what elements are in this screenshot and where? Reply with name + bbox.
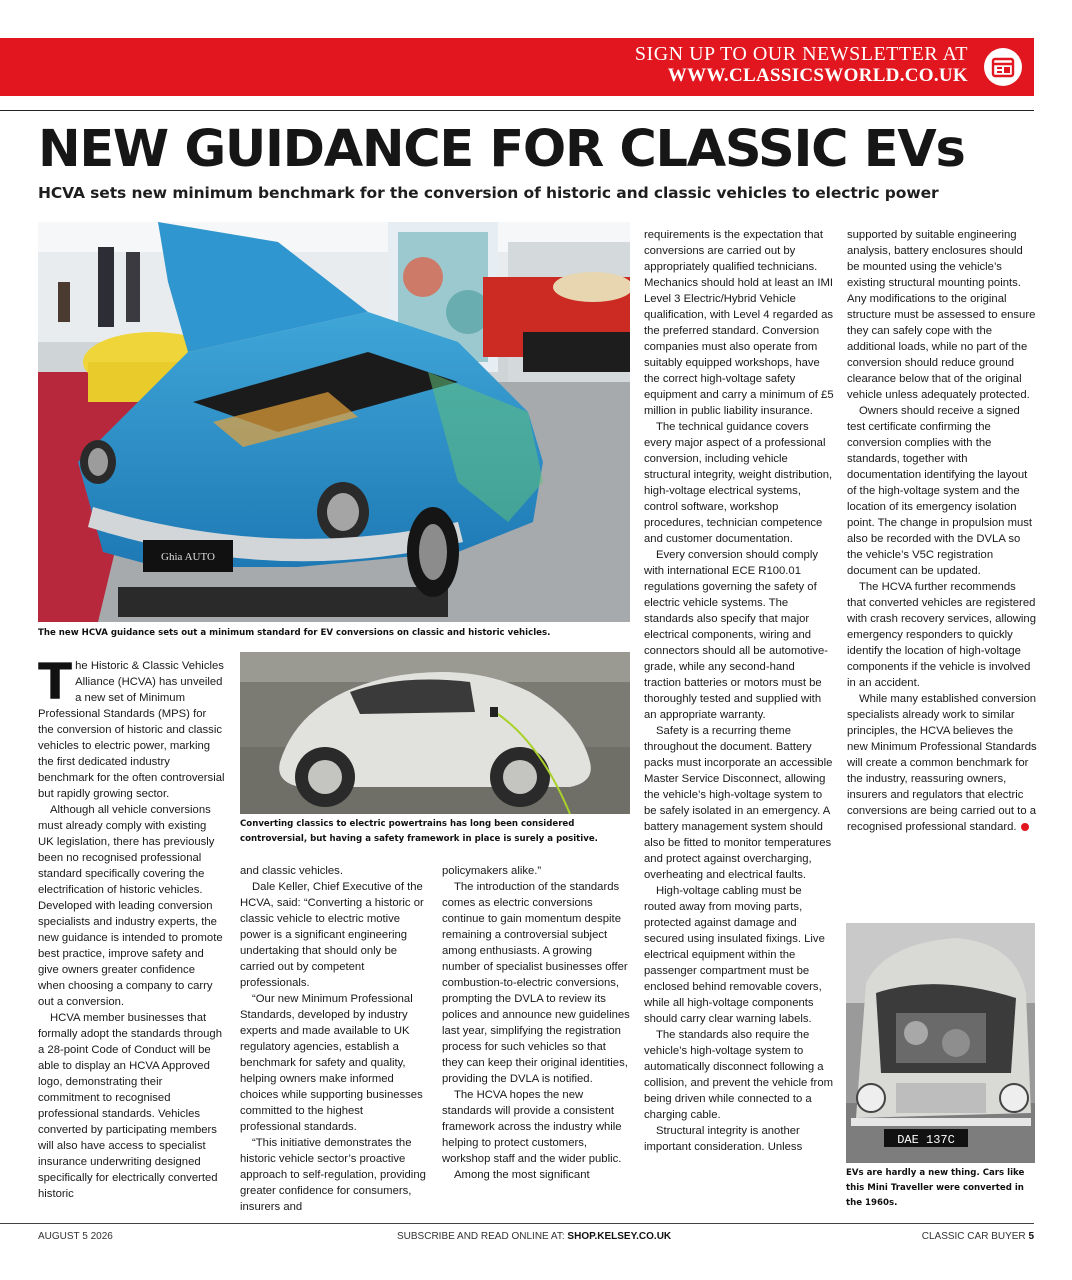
ghia-plate: Ghia AUTO [161, 551, 215, 563]
headline: NEW GUIDANCE FOR CLASSIC EVs [38, 120, 965, 179]
article-paragraph: The standards also require the vehicle’s high-voltage system to automatically disconnect following a collision, and prevent the vehicle from being driven while connected to a charging cable. [644, 1029, 834, 1121]
footer-subscribe [397, 1231, 671, 1242]
main-photo-karmann-ghia [38, 222, 630, 622]
article-paragraph: Structural integrity is another important consideration. Unless [644, 1125, 803, 1153]
footer-subscribe-label: SUBSCRIBE AND READ ONLINE AT: [397, 1231, 568, 1242]
article-paragraph: policymakers alike.” [442, 865, 542, 877]
intro-text: he Historic & Classic Vehicles Alliance (HCVA) has unveiled a new set of Minimum Professional Standards (MPS) for the conversion of historic and classic vehicles to electric power, marking the first dedicated industry benchmark for the often controversial but rapidly growing sector. [38, 660, 225, 800]
article-paragraph: Dale Keller, Chief Executive of the HCVA, said: “Converting a historic or classic vehicle to electric motive power is a significant engineering undertaking that should only be carried out by competent professionals. [240, 881, 424, 989]
footer-page-number: 5 [1028, 1231, 1034, 1242]
footer-date: AUGUST 5 2026 [38, 1231, 113, 1242]
article-column-4 [644, 227, 834, 1155]
article-column-2 [240, 863, 427, 1215]
article-paragraph [847, 691, 1037, 835]
drop-cap: T [38, 653, 73, 711]
mini-photo-caption: EVs are hardly a new thing. Cars like this Mini Traveller were converted in the 1960s. [846, 1168, 1025, 1208]
article-paragraph: Every conversion should comply with international ECE R100.01 regulations governing the safety of electric vehicle systems. The standards also specify that major electrical components, wiring and connectors should all be automotive-grade, while any second-hand traction batteries or motors must be thoroughly tested and supplied with an appropriate warranty. [644, 549, 828, 721]
article-column-3 [442, 863, 630, 1183]
article-paragraph: The HCVA hopes the new standards will provide a consistent framework across the industry while helping to protect customers, workshop staff and the wider public. [442, 1089, 622, 1165]
mini-plate: DAE 137C [897, 1133, 955, 1147]
header-rule [0, 110, 1034, 111]
article-paragraph: Owners should receive a signed test certificate confirming the conversion complies with the standards, together with documentation identifying the layout of the high-voltage system and the location of its emergency isolation point. The change in propulsion must also be recorded with the DVLA so the vehicle’s V5C registration document can be updated. [847, 405, 1033, 577]
article-paragraph: “Our new Minimum Professional Standards, developed by industry experts and made available to UK regulatory agencies, establish a benchmark for safety and quality, helping owners make informed choices while supporting businesses committed to the highest professional standards. [240, 993, 423, 1133]
article-paragraph: The technical guidance covers every major aspect of a professional conversion, including vehicle structural integrity, weight distribution, high-voltage electrical systems, control software, workshop procedures, technician competence and customer documentation. [644, 421, 833, 545]
article-paragraph: Among the most significant [454, 1169, 590, 1181]
porsche-photo-caption: Converting classics to electric powertrains has long been considered controversial, but having a safety framework in place is surely a positive. [240, 819, 598, 844]
main-photo-caption: The new HCVA guidance sets out a minimum standard for EV conversions on classic and historic vehicles. [38, 628, 551, 638]
newsletter-text [635, 44, 968, 86]
article-paragraph: Safety is a recurring theme throughout the document. Battery packs must incorporate an accessible Master Service Disconnect, allowing the vehicle’s high-voltage system to be safely isolated in an emergency. A battery management system should also be fitted to monitor temperatures and protect against overcharging, overheating and electrical faults. [644, 725, 833, 881]
footer-magazine [922, 1231, 1034, 1242]
article-paragraph: Although all vehicle conversions must already comply with existing UK legislation, there has previously been no recognised professional standard specifically covering the electrification of historic vehicles. Developed with leading conversion specialists and industry experts, the new guidance is intended to promote best practice, improve safety and give owners greater confidence when choosing a company to carry out a conversion. [38, 804, 223, 1008]
newsletter-banner[interactable] [0, 38, 1034, 96]
newsletter-line: SIGN UP TO OUR NEWSLETTER AT [634, 43, 968, 65]
article-paragraph: The HCVA further recommends that converted vehicles are registered with crash recovery services, allowing emergency responders to quickly identify the location of high-voltage components if the vehicle is involved in an accident. [847, 581, 1036, 689]
footer-rule [0, 1223, 1034, 1224]
final-paragraph-text: While many established conversion specialists already work to similar principles, the HCVA believes the new Minimum Professional Standards will create a common benchmark for the industry, reassuring owners, insurers and regulators that electric conversions are being carried out to a recognised professional standard. [847, 693, 1037, 833]
article-paragraph: The introduction of the standards comes as electric conversions continue to gain momentum despite remaining a controversial subject among enthusiasts. A growing number of specialist businesses offer combustion-to-electric conversions, prompting the DVLA to review its polices and announce new guidelines last year, simplifying the registration process for such vehicles so that they can keep their original identities, providing the DVLA is notified. [442, 881, 630, 1085]
newsletter-url[interactable]: WWW.CLASSICSWORLD.CO.UK [667, 65, 968, 86]
article-paragraph: High-voltage cabling must be routed away from moving parts, protected against damage and secured using insulated fixings. Live electrical equipment within the passenger compartment must be enclosed behind removable covers, while all high-voltage components should carry clear warning labels. [644, 885, 825, 1025]
end-mark-icon [1021, 823, 1029, 831]
article-column-5 [847, 227, 1037, 835]
article-column-1 [38, 653, 225, 1202]
porsche-photo [240, 652, 630, 814]
newsletter-icon[interactable] [984, 48, 1022, 86]
standfirst: HCVA sets new minimum benchmark for the conversion of historic and classic vehicles to electric power [38, 184, 939, 202]
article-paragraph: and classic vehicles. [240, 865, 343, 877]
mini-traveller-photo [846, 923, 1035, 1163]
footer-subscribe-link[interactable]: SHOP.KELSEY.CO.UK [567, 1231, 672, 1242]
article-paragraph: supported by suitable engineering analysis, battery enclosures should be mounted using the vehicle’s existing structural mounting points. Any modifications to the original structure must be assessed to ensure they can safely cope with the additional loads, while no part of the conversion should reduce ground clearance below that of the original vehicle unless adequately protected. [847, 229, 1036, 401]
article-paragraph: HCVA member businesses that formally adopt the standards through a 28-point Code of Conduct will be able to display an HCVA Approved logo, demonstrating their commitment to recognised professional standards. Vehicles converted by participating members will also have access to specialist insurance underwriting designed specifically for electrically converted historic [38, 1012, 222, 1200]
article-paragraph: requirements is the expectation that conversions are carried out by appropriately qualified technicians. Mechanics should hold at least an IMI Level 3 Electric/Hybrid Vehicle qualification, with Level 4 regarded as the preferred standard. Conversion companies must also operate from suitably equipped workshops, have the correct high-voltage safety equipment and carry a minimum of £5 million in public liability insurance. [644, 229, 834, 417]
article-intro [38, 653, 225, 802]
article-paragraph: “This initiative demonstrates the historic vehicle sector’s proactive approach to self-regulation, providing greater confidence for consumers, insurers and [240, 1137, 426, 1213]
footer-magazine-name: CLASSIC CAR BUYER [921, 1231, 1026, 1242]
